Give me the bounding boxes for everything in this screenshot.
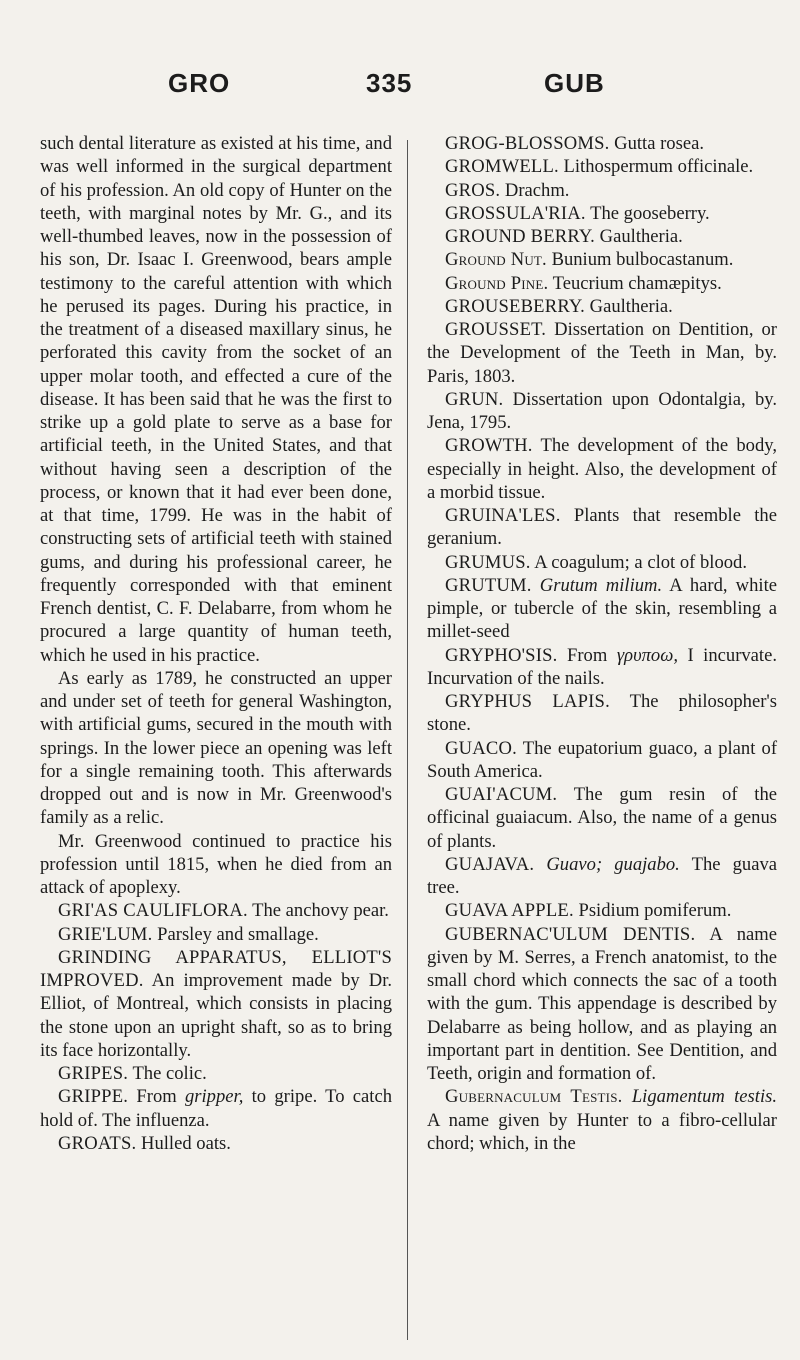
entry-definition-post: to gripe. To catch hold of. The influenza.: [40, 1086, 393, 1131]
dictionary-entry: [427, 923, 777, 1086]
dictionary-entry: [427, 248, 777, 271]
dictionary-entry: [427, 225, 777, 248]
dictionary-entry: [427, 690, 777, 737]
entry-term: GROS.: [445, 179, 501, 201]
entry-term: GRIPPE.: [58, 1086, 129, 1108]
entry-definition: The anchovy pear.: [252, 900, 389, 922]
dictionary-entry: [427, 132, 777, 155]
entry-term: GROATS.: [58, 1132, 137, 1154]
entry-term: Gubernaculum Testis.: [445, 1086, 623, 1108]
left-column: [40, 132, 392, 1155]
dictionary-entry: [40, 1085, 392, 1132]
dictionary-entry: [427, 388, 777, 435]
entry-term: GRIE'LUM.: [58, 923, 153, 945]
entry-definition-pre: From: [567, 644, 608, 666]
header-left-guide-word: GRO: [168, 68, 231, 98]
entry-term: GUAJAVA.: [445, 853, 535, 875]
header-right-guide-word: GUB: [544, 68, 605, 98]
biography-paragraph: such dental literature as existed at his time, and was well informed in the surgical department of his profession. An old copy of Hunter on the teeth, with marginal notes by Mr. G., and its well-thumbed leaves, now in the possession of his son, Dr. Isaac I. Greenwood, bears ample testimony to the careful attention with which he perused its pages. During his practice, in the treatment of a diseased maxillary sinus, he perforated this cavity from the socket of an upper molar tooth, and effected a cure of the disease. It has been said that he was the first to strike up a gold plate to serve as a base for artificial teeth, in the United States, and that without having seen a description of the process, or known that it had ever been done, at that time, 1799. He was in the habit of constructing sets of artificial teeth with stained gums, and during his professional career, he frequently corresponded with that eminent French dentist, C. F. Delabarre, from whom he procured a large quantity of human teeth, which he used in his practice.: [40, 133, 392, 666]
entry-definition: Lithospermum officinale.: [563, 156, 754, 178]
dictionary-entry: [40, 1062, 392, 1085]
dictionary-entry: [427, 272, 777, 295]
entry-definition: The eupatorium guaco, a plant of South America.: [427, 737, 778, 782]
entry-definition-post: The guava tree.: [427, 853, 778, 898]
dictionary-entry: [427, 202, 777, 225]
entry-definition: Psidium pomiferum.: [578, 900, 732, 922]
entry-definition: Gutta rosea.: [614, 133, 704, 154]
page-number: 335: [366, 68, 413, 98]
entry-definition: An improvement made by Dr. Elliot, of Montreal, which consists in placing the stone upon an upright shaft, so as to bring its face horizontally.: [40, 970, 393, 1061]
running-header: [0, 68, 800, 108]
entry-definition-italic: Ligamentum testis.: [631, 1086, 777, 1108]
dictionary-entry: [427, 295, 777, 318]
entry-term: GROMWELL.: [445, 156, 559, 178]
entry-definition: Hulled oats.: [141, 1132, 231, 1154]
entry-term: GRUN.: [445, 388, 504, 410]
entry-definition: Teucrium chamæpitys.: [552, 272, 722, 294]
entry-definition-italic: Guavo; guajabo.: [546, 853, 680, 875]
column-divider: [407, 140, 408, 1340]
dictionary-entry: [427, 1085, 777, 1155]
entry-term: GROUSSET.: [445, 319, 547, 340]
dictionary-entry: [427, 504, 777, 551]
entry-term: GROG-BLOSSOMS.: [445, 133, 610, 154]
entry-definition-post: A hard, white pimple, or tubercle of the skin, resembling a millet-seed: [427, 574, 777, 643]
dictionary-entry: [427, 318, 777, 388]
entry-term: GRINDING APPARATUS, ELLIOT'S IMPROVED.: [40, 946, 392, 991]
entry-definition-italic: Grutum milium.: [539, 574, 663, 596]
entry-definition: A name given by M. Serres, a French anatomist, to the small chord which connects the sac of a tooth with the gum. This appendage is described by Delabarre as being hollow, and as playing an important part in dentition. See Dentition, and Teeth, origin and formation of.: [427, 923, 777, 1084]
entry-definition: The colic.: [132, 1063, 207, 1084]
entry-definition: Gaultheria.: [589, 295, 673, 317]
dictionary-entry: [427, 899, 777, 922]
right-column: [427, 132, 777, 1155]
dictionary-entry: [427, 737, 777, 784]
entry-definition-post: A name given by Hunter to a fibro-cellular chord; which, in the: [427, 1109, 777, 1154]
dictionary-entry: [40, 946, 392, 1062]
biography-paragraph: As early as 1789, he constructed an upper and under set of teeth for general Washington, with artificial gums, secured in the mouth with springs. In the lower piece an opening was left for a single remaining tooth. This afterwards dropped out and is now in Mr. Greenwood's family as a relic.: [40, 667, 392, 829]
entry-term: GUACO.: [445, 737, 517, 759]
entry-term: GRI'AS CAULIFLORA.: [58, 900, 248, 922]
entry-definition-post: I incurvate. Incurvation of the nails.: [427, 644, 778, 689]
entry-definition-pre: From: [136, 1086, 177, 1108]
dictionary-entry: [427, 434, 777, 504]
dictionary-entry: [427, 783, 777, 853]
entry-definition: The development of the body, especially in height. Also, the development of a morbid tissue.: [427, 435, 777, 503]
biography-paragraph: Mr. Greenwood continued to practice his profession until 1815, when he died from an attack of apoplexy.: [40, 830, 392, 898]
entry-term: GRUMUS.: [445, 551, 531, 573]
entry-term: GUAI'ACUM.: [445, 784, 558, 805]
entry-term: GROUSEBERRY.: [445, 295, 585, 317]
entry-definition: Dissertation upon Odontalgia, by. Jena, 1795.: [427, 388, 777, 433]
entry-term: GRYPHO'SIS.: [445, 644, 558, 666]
dictionary-entry: [427, 551, 777, 574]
dictionary-entry: [40, 1132, 392, 1155]
entry-term: GRUINA'LES.: [445, 505, 561, 526]
dictionary-entry: [40, 923, 392, 946]
entry-definition: Bunium bulbocastanum.: [551, 249, 734, 271]
entry-term: GROSSULA'RIA.: [445, 202, 586, 224]
dictionary-entry: [427, 853, 777, 900]
entry-definition: Gaultheria.: [599, 226, 683, 247]
dictionary-entry: [427, 155, 777, 178]
dictionary-entry: [427, 574, 777, 644]
entry-term: GROUND BERRY.: [445, 226, 596, 247]
entry-term: GUAVA APPLE.: [445, 900, 574, 922]
entry-definition: The gooseberry.: [590, 202, 710, 224]
entry-definition: Dissertation on Dentition, or the Development of the Teeth in Man, by. Paris, 1803.: [427, 319, 777, 387]
entry-definition-italic: gripper,: [184, 1086, 244, 1108]
entry-term: GUBERNAC'ULUM DENTIS.: [445, 923, 696, 945]
entry-term: GRIPES.: [58, 1063, 129, 1084]
entry-definition: The gum resin of the officinal guaiacum. Also, the name of a genus of plants.: [427, 784, 778, 852]
dictionary-entry: [427, 644, 777, 691]
entry-definition: Plants that resemble the geranium.: [427, 505, 777, 550]
entry-definition: Parsley and smallage.: [157, 923, 319, 945]
entry-definition: The philosopher's stone.: [427, 691, 777, 736]
entry-term: GROWTH.: [445, 435, 533, 457]
entry-definition-greek: γρυπoω,: [616, 644, 678, 666]
entry-term: Ground Nut.: [445, 249, 547, 271]
entry-term: GRYPHUS LAPIS.: [445, 691, 610, 712]
entry-term: GRUTUM.: [445, 574, 532, 596]
entry-term: Ground Pine.: [445, 272, 549, 294]
dictionary-entry: [427, 179, 777, 202]
dictionary-entry: [40, 899, 392, 922]
entry-definition: Drachm.: [504, 179, 570, 201]
entry-definition: A coagulum; a clot of blood.: [534, 551, 747, 573]
